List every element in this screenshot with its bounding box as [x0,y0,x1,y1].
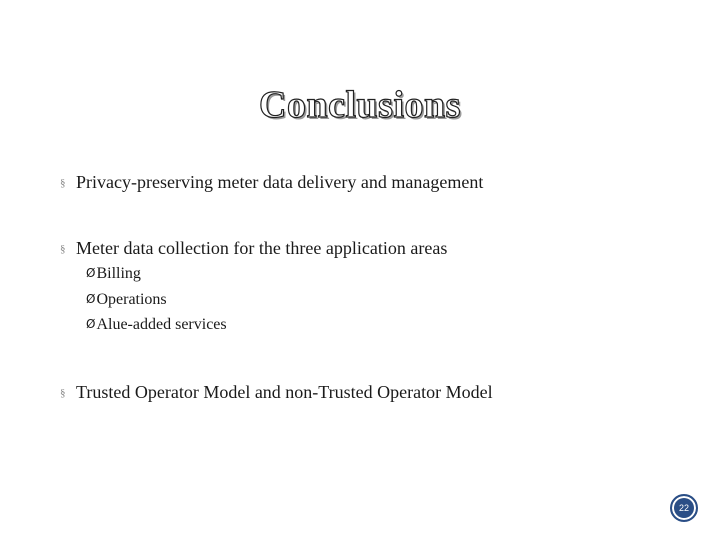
arrow-bullet-icon: Ø [86,292,96,306]
sub-bullet-item [86,263,141,284]
sub-bullet-text: Operations [96,291,167,308]
bullet-marker-icon: § [60,177,66,189]
sub-bullet-text: Alue-added services [96,316,227,333]
bullet-item [60,381,493,404]
bullet-text: Meter data collection for the three application areas [76,238,448,258]
bullet-text: Privacy-preserving meter data delivery and management [76,172,484,192]
bullet-marker-icon: § [60,243,66,255]
slide-title: Conclusions [259,84,461,126]
arrow-bullet-icon: Ø [86,317,96,331]
bullet-item [60,171,483,194]
arrow-bullet-icon: Ø [86,266,96,280]
bullet-text: Trusted Operator Model and non-Trusted Operator Model [76,382,493,402]
bullet-marker-icon: § [60,387,66,399]
page-number-badge: 22 [670,494,698,522]
sub-bullet-item [86,289,167,310]
bullet-item [60,237,447,260]
sub-bullet-item [86,314,227,335]
sub-bullet-text: Billing [96,265,141,282]
